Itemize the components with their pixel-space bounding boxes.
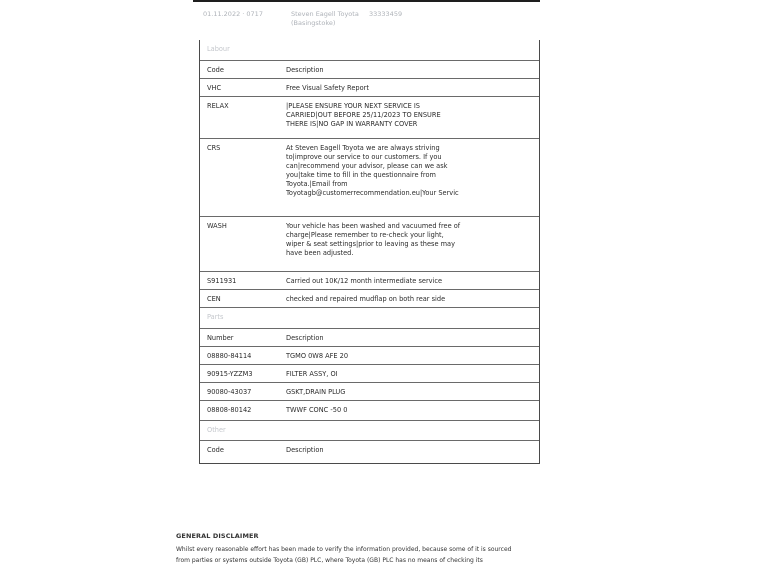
section-labour: [200, 40, 539, 61]
description-line: Carried out 10K/12 month intermediate service: [286, 277, 443, 285]
part-description: FILTER ASSY, OI: [286, 370, 338, 378]
parts-header-row: [200, 329, 539, 347]
table-row: [200, 79, 539, 97]
column-code-header: Code: [207, 446, 224, 454]
description-line: have been adjusted.: [286, 249, 354, 257]
part-description: GSKT,DRAIN PLUG: [286, 388, 346, 396]
page-top-rule: [193, 0, 540, 2]
section-parts: [200, 308, 539, 329]
table-row: [200, 272, 539, 290]
description-line: checked and repaired mudflap on both rear side: [286, 295, 446, 303]
part-description: TWWF CONC -50 0: [286, 406, 348, 414]
section-other: [200, 421, 539, 441]
table-row: [200, 401, 539, 421]
description-line: CARRIED|OUT BEFORE 25/11/2023 TO ENSURE: [286, 111, 441, 119]
row-description: [286, 277, 526, 286]
table-row: [200, 365, 539, 383]
description-line: Free Visual Safety Report: [286, 84, 369, 92]
description-line: Toyota.|Email from: [286, 180, 348, 188]
part-number: 08808-80142: [207, 406, 252, 414]
table-row: [200, 139, 539, 217]
row-description: [286, 144, 526, 198]
row-code: CEN: [207, 295, 221, 303]
table-row: [200, 383, 539, 401]
row-code: CRS: [207, 144, 221, 152]
header-date: 01.11.2022 · 0717: [203, 10, 263, 18]
row-code: S911931: [207, 277, 237, 285]
general-disclaimer: [176, 532, 512, 564]
column-description-header: Description: [286, 66, 324, 74]
disclaimer-line: Whilst every reasonable effort has been made to verify the information provided, because some of it is sourced: [176, 546, 512, 553]
column-code-header: Code: [207, 66, 224, 74]
row-description: [286, 84, 526, 93]
column-number-header: Number: [207, 334, 234, 342]
disclaimer-line: from parties or systems outside Toyota (GB) PLC, where Toyota (GB) PLC has no means of checking its: [176, 557, 483, 564]
part-description: TGMO 0W8 AFE 20: [286, 352, 349, 360]
section-parts-label: Parts: [207, 313, 224, 321]
row-code: VHC: [207, 84, 222, 92]
part-number: 90080-43037: [207, 388, 252, 396]
row-code: RELAX: [207, 102, 229, 110]
description-line: charge|Please remember to re-check your light,: [286, 231, 444, 239]
description-line: wiper & seat settings|prior to leaving as these may: [286, 240, 455, 248]
description-line: At Steven Eagell Toyota we are always striving: [286, 144, 440, 152]
header-reference: 33333459: [369, 10, 403, 18]
table-row: [200, 347, 539, 365]
description-line: THERE IS|NO GAP IN WARRANTY COVER: [286, 120, 418, 128]
description-line: Your vehicle has been washed and vacuumed free of: [286, 222, 461, 230]
table-row: [200, 217, 539, 272]
header-dealer-location: (Basingstoke): [291, 19, 336, 27]
table-row: [200, 290, 539, 308]
description-line: Toyotagb@customerrecommendation.eu|Your Servic: [286, 189, 459, 197]
description-line: you|take time to fill in the questionnaire from: [286, 171, 436, 179]
column-description-header: Description: [286, 446, 324, 454]
disclaimer-title: GENERAL DISCLAIMER: [176, 532, 259, 540]
invoice-details-table: [199, 40, 540, 464]
row-description: [286, 102, 526, 129]
column-description-header: Description: [286, 334, 324, 342]
row-code: WASH: [207, 222, 227, 230]
part-number: 90915-YZZM3: [207, 370, 253, 378]
labour-header-row: [200, 61, 539, 79]
table-row: [200, 97, 539, 139]
description-line: to|improve our service to our customers. If you: [286, 153, 442, 161]
part-number: 08880-84114: [207, 352, 252, 360]
description-line: can|recommend your advisor, please can we ask: [286, 162, 448, 170]
row-description: [286, 222, 526, 258]
section-labour-label: Labour: [207, 45, 230, 53]
description-line: |PLEASE ENSURE YOUR NEXT SERVICE IS: [286, 102, 420, 110]
section-other-label: Other: [207, 426, 226, 434]
other-header-row: [200, 441, 539, 461]
header-dealer-name: Steven Eagell Toyota: [291, 10, 359, 18]
row-description: [286, 295, 526, 304]
